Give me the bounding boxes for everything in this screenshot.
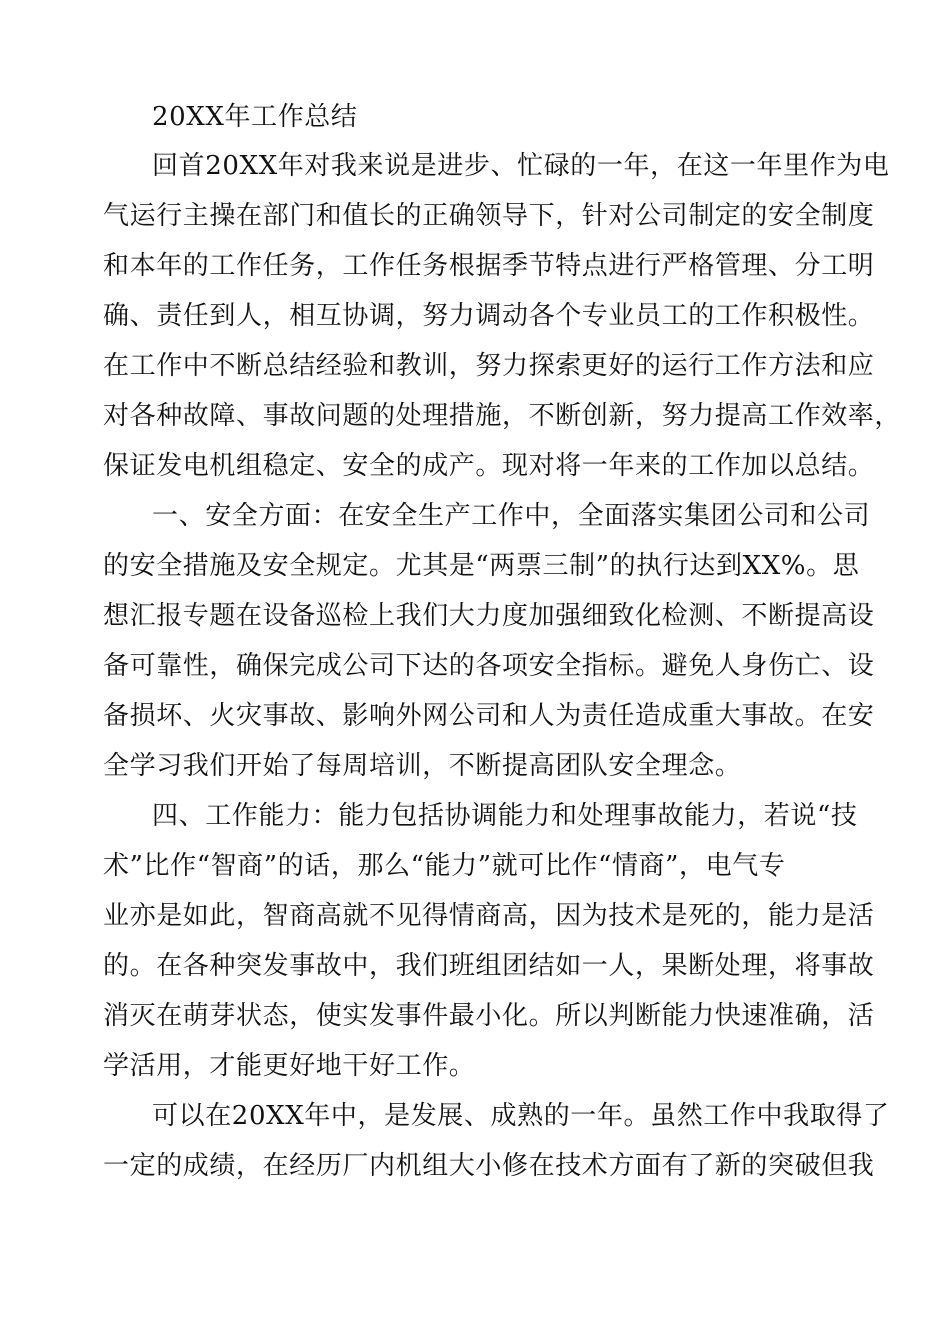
paragraph-line: 一、安全方面：在安全生产工作中，全面落实集团公司和公司 xyxy=(152,501,871,531)
paragraph-line: 可以在20XX年中，是发展、成熟的一年。虽然工作中我取得了 xyxy=(152,1101,890,1131)
paragraph-line: 学活用，才能更好地干好工作。 xyxy=(103,1051,476,1081)
paragraph-line: 回首20XX年对我来说是进步、忙碌的一年，在这一年里作为电 xyxy=(152,151,890,181)
document-title: 20XX年工作总结 xyxy=(152,102,358,132)
paragraph-line: 气运行主操在部门和值长的正确领导下，针对公司制定的安全制度 xyxy=(103,201,875,231)
paragraph-line: 消灭在萌芽状态，使实发事件最小化。所以判断能力快速准确，活 xyxy=(103,1001,875,1031)
paragraph-line: 一定的成绩，在经历厂内机组大小修在技术方面有了新的突破但我 xyxy=(103,1151,875,1181)
paragraph-line: 对各种故障、事故问题的处理措施，不断创新，努力提高工作效率， xyxy=(103,401,902,431)
paragraph-line: 全学习我们开始了每周培训，不断提高团队安全理念。 xyxy=(103,751,742,781)
paragraph-line: 确、责任到人，相互协调，努力调动各个专业员工的工作积极性。 xyxy=(103,301,875,331)
paragraph-line: 和本年的工作任务，工作任务根据季节特点进行严格管理、分工明 xyxy=(103,251,875,281)
paragraph-line: 备可靠性，确保完成公司下达的各项安全指标。避免人身伤亡、设 xyxy=(103,651,875,681)
paragraph-line: 备损坏、火灾事故、影响外网公司和人为责任造成重大事故。在安 xyxy=(103,701,875,731)
paragraph-line: 术”比作“智商”的话，那么“能力”就可比作“情商”，电气专 xyxy=(103,851,786,881)
paragraph-line: 的。在各种突发事故中，我们班组团结如一人，果断处理，将事故 xyxy=(103,951,875,981)
paragraph-line: 四、工作能力：能力包括协调能力和处理事故能力，若说“技 xyxy=(152,801,858,831)
paragraph-line: 的安全措施及安全规定。尤其是“两票三制”的执行达到XX%。思 xyxy=(103,551,860,581)
paragraph-line: 保证发电机组稳定、安全的成产。现对将一年来的工作加以总结。 xyxy=(103,451,875,481)
paragraph-line: 在工作中不断总结经验和教训，努力探索更好的运行工作方法和应 xyxy=(103,351,875,381)
paragraph-line: 业亦是如此，智商高就不见得情商高，因为技术是死的，能力是活 xyxy=(103,901,875,931)
paragraph-line: 想汇报专题在设备巡检上我们大力度加强细致化检测、不断提高设 xyxy=(103,601,875,631)
